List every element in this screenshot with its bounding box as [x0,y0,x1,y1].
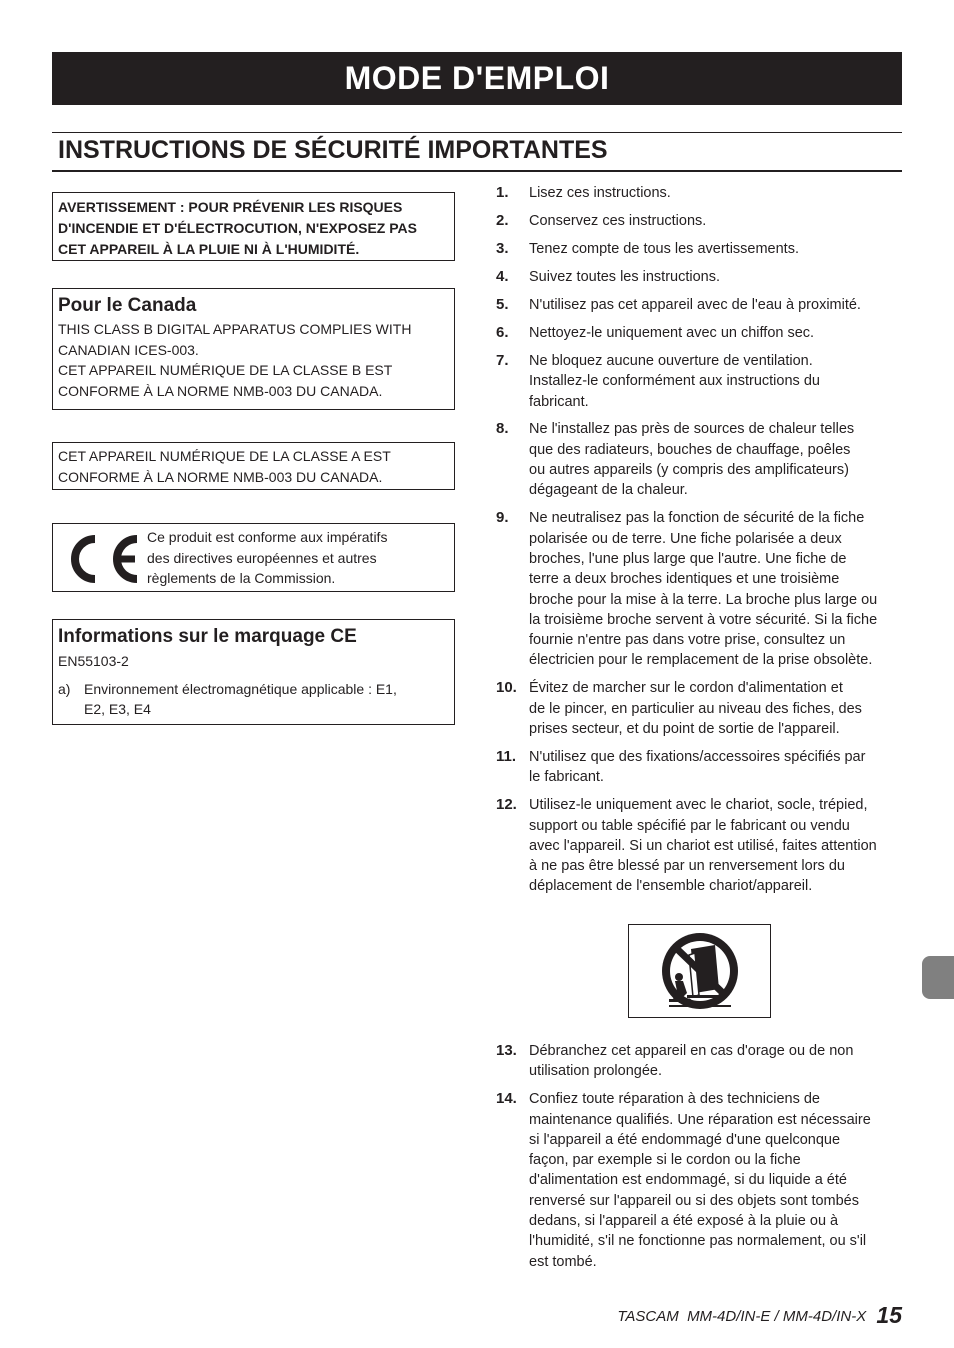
instruction-line: de le pincer, en particulier au niveau des fiches, des [529,700,862,717]
instruction-item [496,747,906,788]
section-rule-top [52,132,902,133]
instruction-number: 5. [496,295,509,313]
instruction-item [496,239,906,259]
instruction-line: terre a deux broches identiques et une troisième [529,571,840,588]
instruction-line: Évitez de marcher sur le cordon d'alimentation et [529,680,843,697]
instruction-line: polarisée ou de terre. Une fiche polarisée a deux [529,530,842,547]
instruction-item [496,211,906,231]
canada-line: CONFORME À LA NORME NMB-003 DU CANADA. [58,382,383,399]
instruction-line: Suivez toutes les instructions. [529,268,721,285]
instruction-line: Débranchez cet appareil en cas d'orage ou de non [529,1043,854,1059]
instruction-line: Ne bloquez aucune ouverture de ventilation. [529,352,813,369]
instruction-number: 3. [496,239,509,257]
footer-brand: TASCAM [617,1308,679,1325]
instruction-text [529,747,906,788]
instruction-line: Utilisez-le uniquement avec le chariot, socle, trépied, [529,797,868,814]
instruction-line: fournie n'entre pas dans votre prise, consultez un [529,632,846,649]
section-title: INSTRUCTIONS DE SÉCURITÉ IMPORTANTES [58,136,608,164]
class-a-box [52,442,455,490]
instruction-line: renversé sur l'appareil ou si des objets sont tombés [529,1192,859,1209]
instruction-item [496,267,906,287]
instruction-number: 14. [496,1090,517,1108]
instruction-text [529,183,906,203]
ce-env-line: Environnement électromagnétique applicable : E1, [84,680,397,697]
footer-model: MM-4D/IN-E / MM-4D/IN-X [687,1308,867,1325]
instructions-list [496,183,906,904]
instruction-line: broches, l'une plus large que l'autre. Une fiche de [529,550,847,567]
instructions-list-continued [496,1041,906,1280]
instruction-number: 7. [496,351,509,369]
instruction-text [529,678,906,739]
instruction-line: déplacement de l'ensemble chariot/appareil. [529,878,813,895]
instruction-line: Installez-le conformément aux instructions du [529,373,820,390]
instruction-line: broche pour la mise à la terre. La broche plus large ou [529,591,878,608]
instruction-item [496,1041,906,1082]
instruction-line: si l'appareil a été endommagé d'une quelconque [529,1131,841,1148]
instruction-line: dégageant de la chaleur. [529,482,688,499]
instruction-number: 10. [496,679,517,697]
canada-box [52,288,455,410]
instruction-text [529,508,906,670]
ce-info-title: Informations sur le marquage CE [58,626,357,647]
instruction-line: le fabricant. [529,769,604,786]
canada-title: Pour le Canada [58,295,197,316]
instruction-text [529,1041,906,1082]
cart-warning-pictogram [628,924,771,1018]
instruction-line: électricien pour le remplacement de la prise obsolète. [529,652,873,669]
warning-box [52,192,455,261]
instruction-line: façon, par exemple si le cordon ou la fiche [529,1152,801,1169]
instruction-text [529,323,906,343]
instruction-line: d'alimentation est endommagé, si du liquide a été [529,1172,847,1189]
page-number: 15 [876,1302,902,1328]
instruction-line: Conservez ces instructions. [529,212,707,229]
instruction-line: maintenance qualifiés. Une réparation est nécessaire [529,1111,871,1128]
instruction-item [496,508,906,670]
class-a-line: CONFORME À LA NORME NMB-003 DU CANADA. [58,468,383,485]
canada-line: THIS CLASS B DIGITAL APPARATUS COMPLIES WITH [58,321,412,337]
ce-env-line: E2, E3, E4 [84,701,151,717]
instruction-line: l'humidité, s'il ne fonctionne pas normalement, ou s'il [529,1233,867,1250]
instruction-text [529,211,906,231]
instruction-text [529,239,906,259]
instruction-number: 9. [496,509,509,527]
page-footer [617,1302,902,1329]
instruction-line: Ne neutralisez pas la fonction de sécurité de la fiche [529,510,865,527]
instruction-item [496,419,906,500]
warning-line: D'INCENDIE ET D'ÉLECTROCUTION, N'EXPOSEZ PAS [58,220,417,236]
instruction-line: N'utilisez pas cet appareil avec de l'eau à proximité. [529,296,861,313]
instruction-number: 11. [496,748,517,765]
canada-line: CANADIAN ICES-003. [58,341,199,358]
instruction-text [529,1089,906,1272]
instruction-item [496,678,906,739]
ce-standard: EN55103-2 [58,653,129,669]
instruction-text [529,351,906,412]
instruction-number: 6. [496,323,509,341]
instruction-line: Nettoyez-le uniquement avec un chiffon sec. [529,324,815,341]
instruction-line: dedans, si l'appareil a été exposé à la pluie ou à [529,1213,839,1230]
ce-line: règlements de la Commission. [147,570,336,586]
cart-tipover-icon [629,925,770,1017]
instruction-number: 4. [496,267,509,285]
ce-line: Ce produit est conforme aux impératifs [147,529,388,545]
instruction-item [496,183,906,203]
warning-line: AVERTISSEMENT : POUR PRÉVENIR LES RISQUES [58,199,403,215]
page-banner: MODE D'EMPLOI [52,52,902,105]
instruction-line: fabricant. [529,393,589,410]
instruction-number: 12. [496,796,517,814]
section-thumb-tab [922,956,954,999]
instruction-line: ou autres appareils (y compris des amplificateurs) [529,462,849,479]
instruction-line: est tombé. [529,1253,597,1270]
class-a-line: CET APPAREIL NUMÉRIQUE DE LA CLASSE A EST [58,448,391,464]
instruction-number: 1. [496,184,509,201]
instruction-line: que des radiateurs, bouches de chauffage, poêles [529,441,851,458]
instruction-line: Lisez ces instructions. [529,185,671,201]
ce-mark-icon [67,533,141,585]
instruction-line: utilisation prolongée. [529,1063,663,1080]
canada-line: CET APPAREIL NUMÉRIQUE DE LA CLASSE B EST [58,362,393,378]
instruction-line: Tenez compte de tous les avertissements. [529,240,799,257]
section-rule-bottom [52,170,902,172]
instruction-line: Ne l'installez pas près de sources de chaleur telles [529,421,855,438]
ce-line: des directives européennes et autres [147,549,377,566]
instruction-line: N'utilisez que des fixations/accessoires spécifiés par [529,749,866,765]
instruction-text [529,795,906,896]
instruction-line: la troisième broche servent à votre sécurité. Si la fiche [529,611,878,628]
instruction-number: 13. [496,1042,517,1059]
instruction-item [496,295,906,315]
ce-env-item [58,679,449,720]
instruction-item [496,795,906,896]
instruction-text [529,267,906,287]
instruction-number: 8. [496,420,509,438]
instruction-item [496,1089,906,1272]
ce-box [52,523,455,592]
instruction-text [529,295,906,315]
instruction-line: support ou table spécifié par le fabricant ou vendu [529,817,850,834]
instruction-number: 2. [496,211,509,229]
instruction-line: avec l'appareil. Si un chariot est utilisé, faites attention [529,837,877,854]
instruction-line: à ne pas être blessé par un renversement lors du [529,858,845,875]
ce-info-box [52,619,455,725]
instruction-line: Confiez toute réparation à des techniciens de [529,1091,820,1108]
instruction-item [496,351,906,412]
instruction-item [496,323,906,343]
instruction-text [529,419,906,500]
instruction-line: prises secteur, et du point de sortie de l'appareil. [529,721,840,738]
ce-env-letter: a) [58,680,71,697]
warning-line: CET APPAREIL À LA PLUIE NI À L'HUMIDITÉ. [58,241,360,257]
